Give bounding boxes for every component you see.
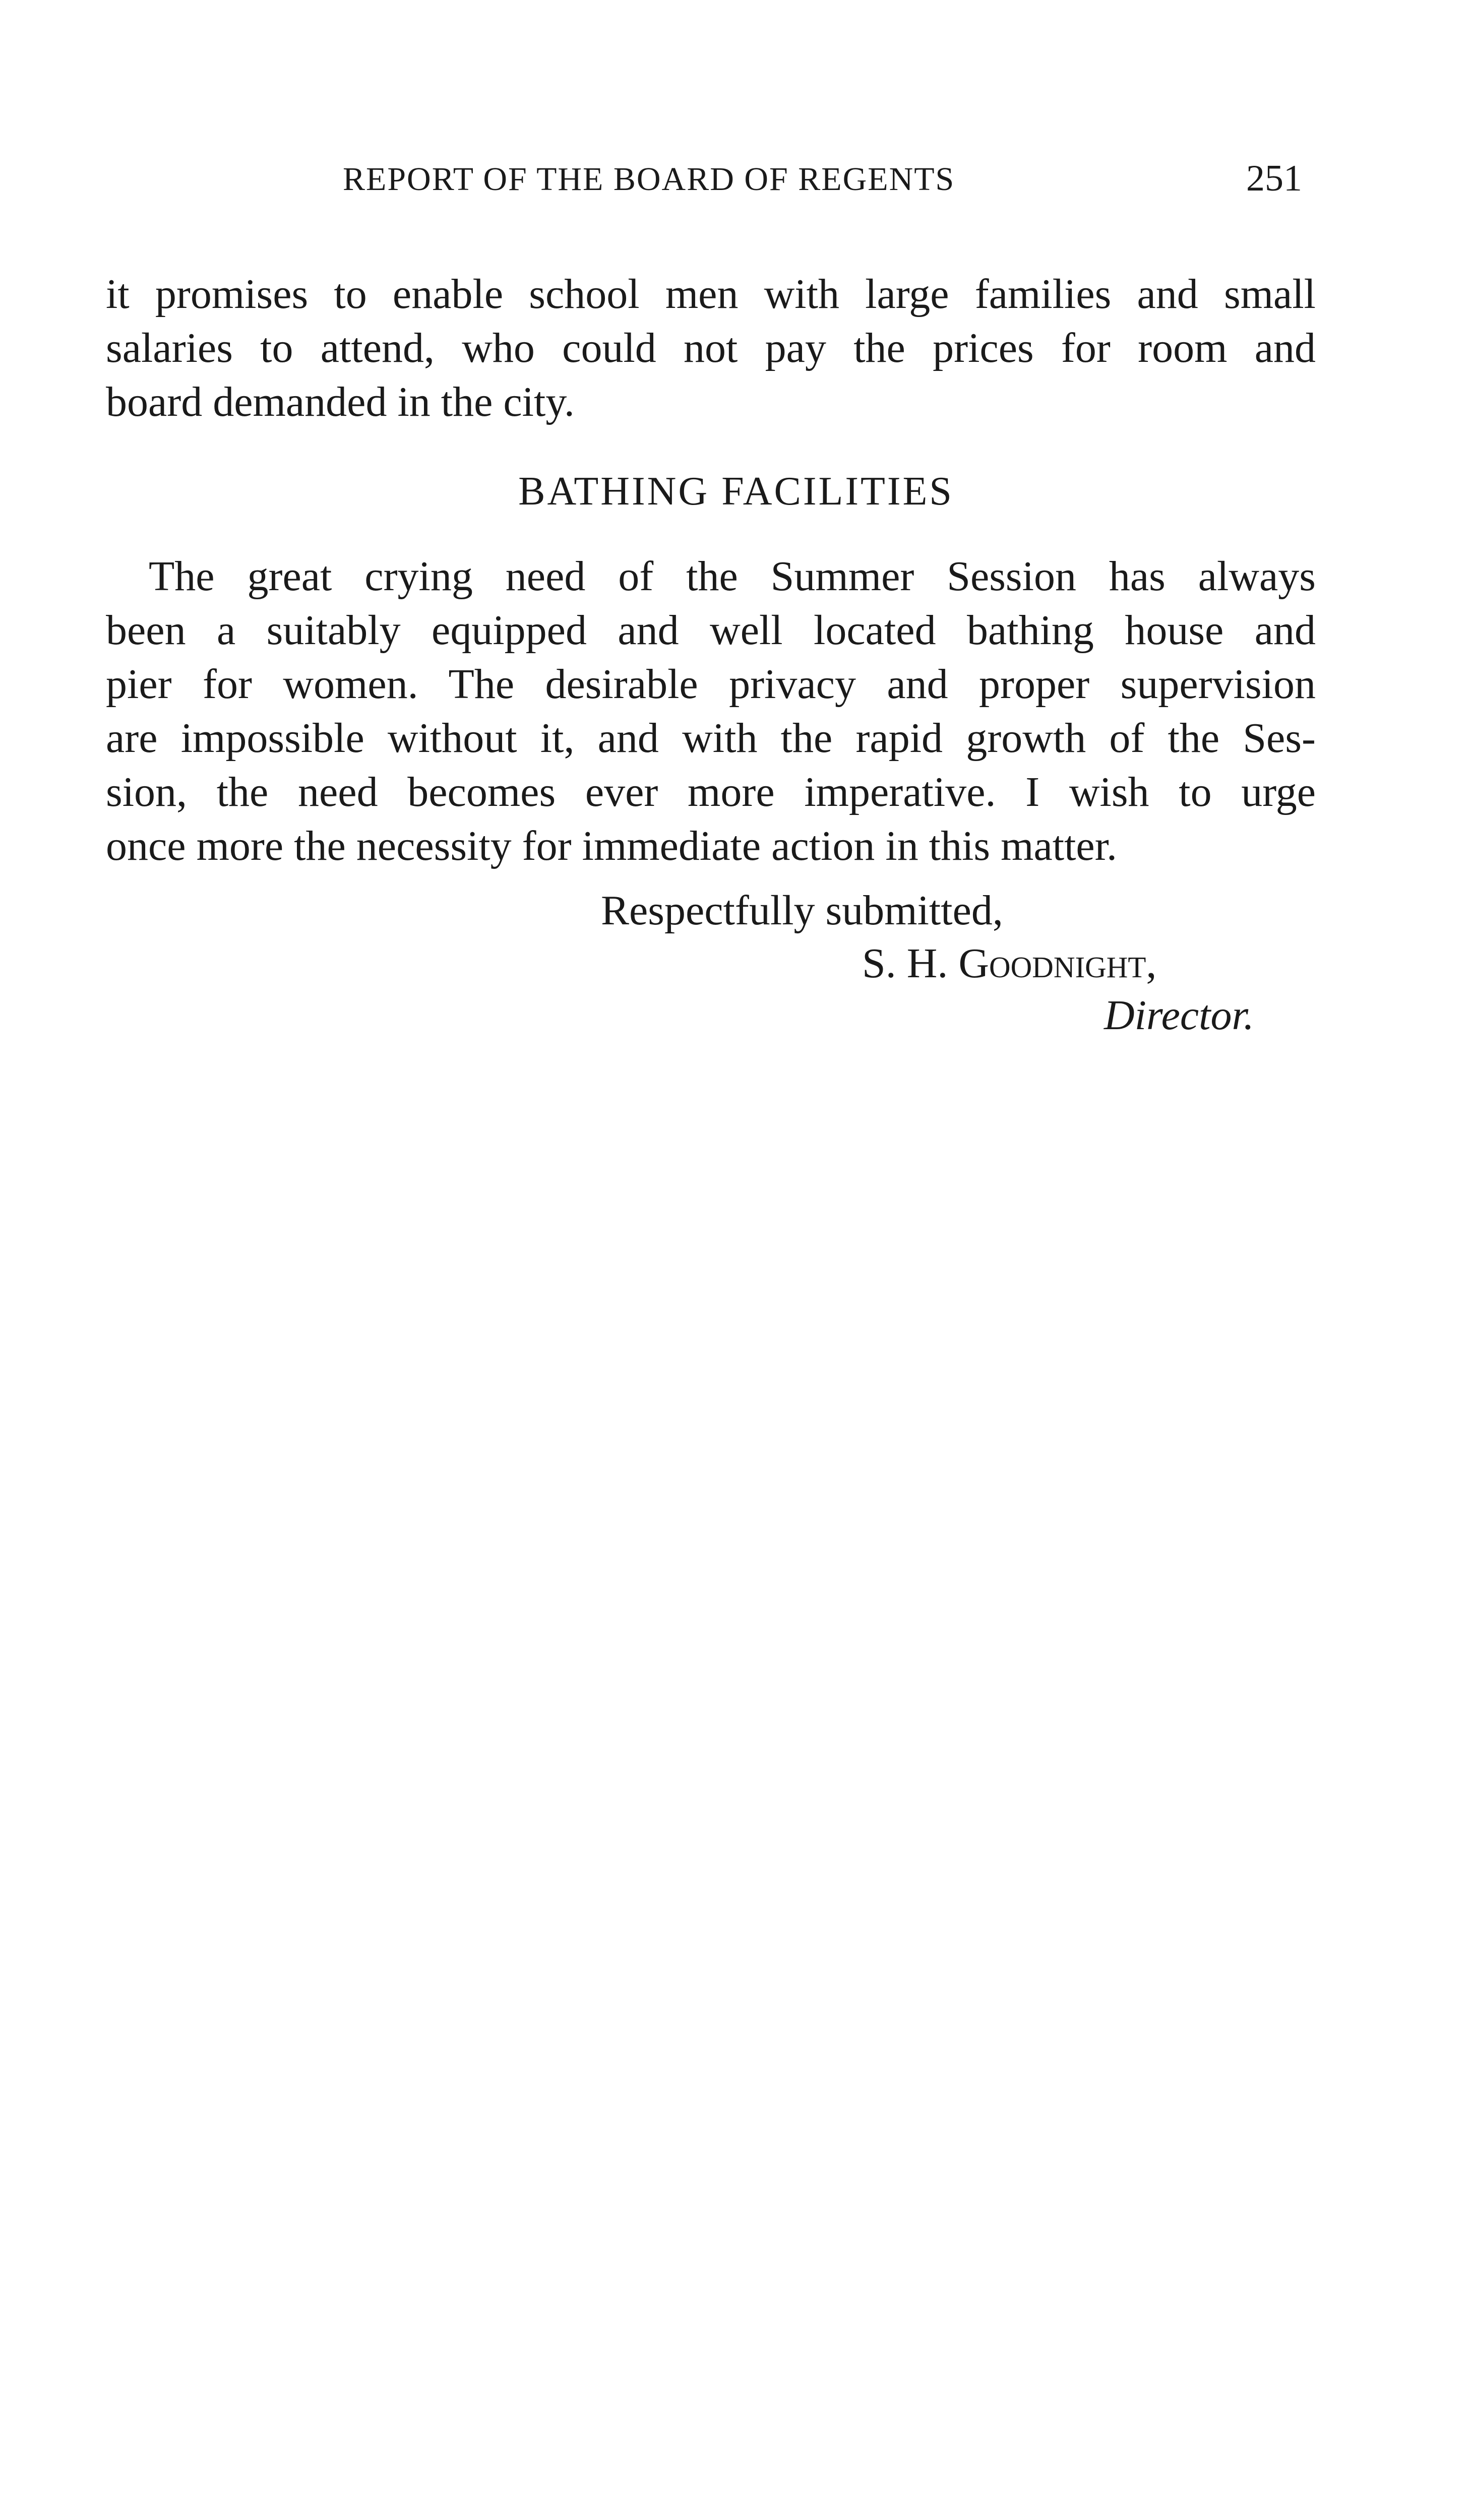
signature-closing: Respectfully submitted,	[601, 887, 1003, 934]
paragraph-bathing	[106, 549, 1316, 873]
text-line: board demanded in the city.	[106, 379, 575, 425]
text-line: sion, the need becomes ever more imperative. I wish to urge	[106, 769, 1316, 815]
text-line: are impossible without it, and with the rapid growth of the Ses-	[106, 715, 1316, 762]
text-line: once more the necessity for immediate action in this matter.	[106, 823, 1118, 869]
text-line: salaries to attend, who could not pay the prices for room and	[106, 325, 1316, 371]
text-line: The great crying need of the Summer Session has always	[149, 553, 1316, 600]
section-heading: BATHING FACILITIES	[518, 469, 954, 514]
signatory-title: Director.	[1104, 992, 1254, 1039]
page-number: 251	[1246, 158, 1302, 199]
paragraph-continued	[106, 267, 1316, 429]
signatory-name: S. H. Goodnight,	[862, 940, 1157, 987]
text-line: it promises to enable school men with large families and small	[106, 271, 1316, 318]
text-line: been a suitably equipped and well located bathing house and	[106, 607, 1316, 654]
running-head: REPORT OF THE BOARD OF REGENTS	[343, 161, 955, 198]
text-line: pier for women. The desirable privacy and proper supervision	[106, 661, 1316, 708]
